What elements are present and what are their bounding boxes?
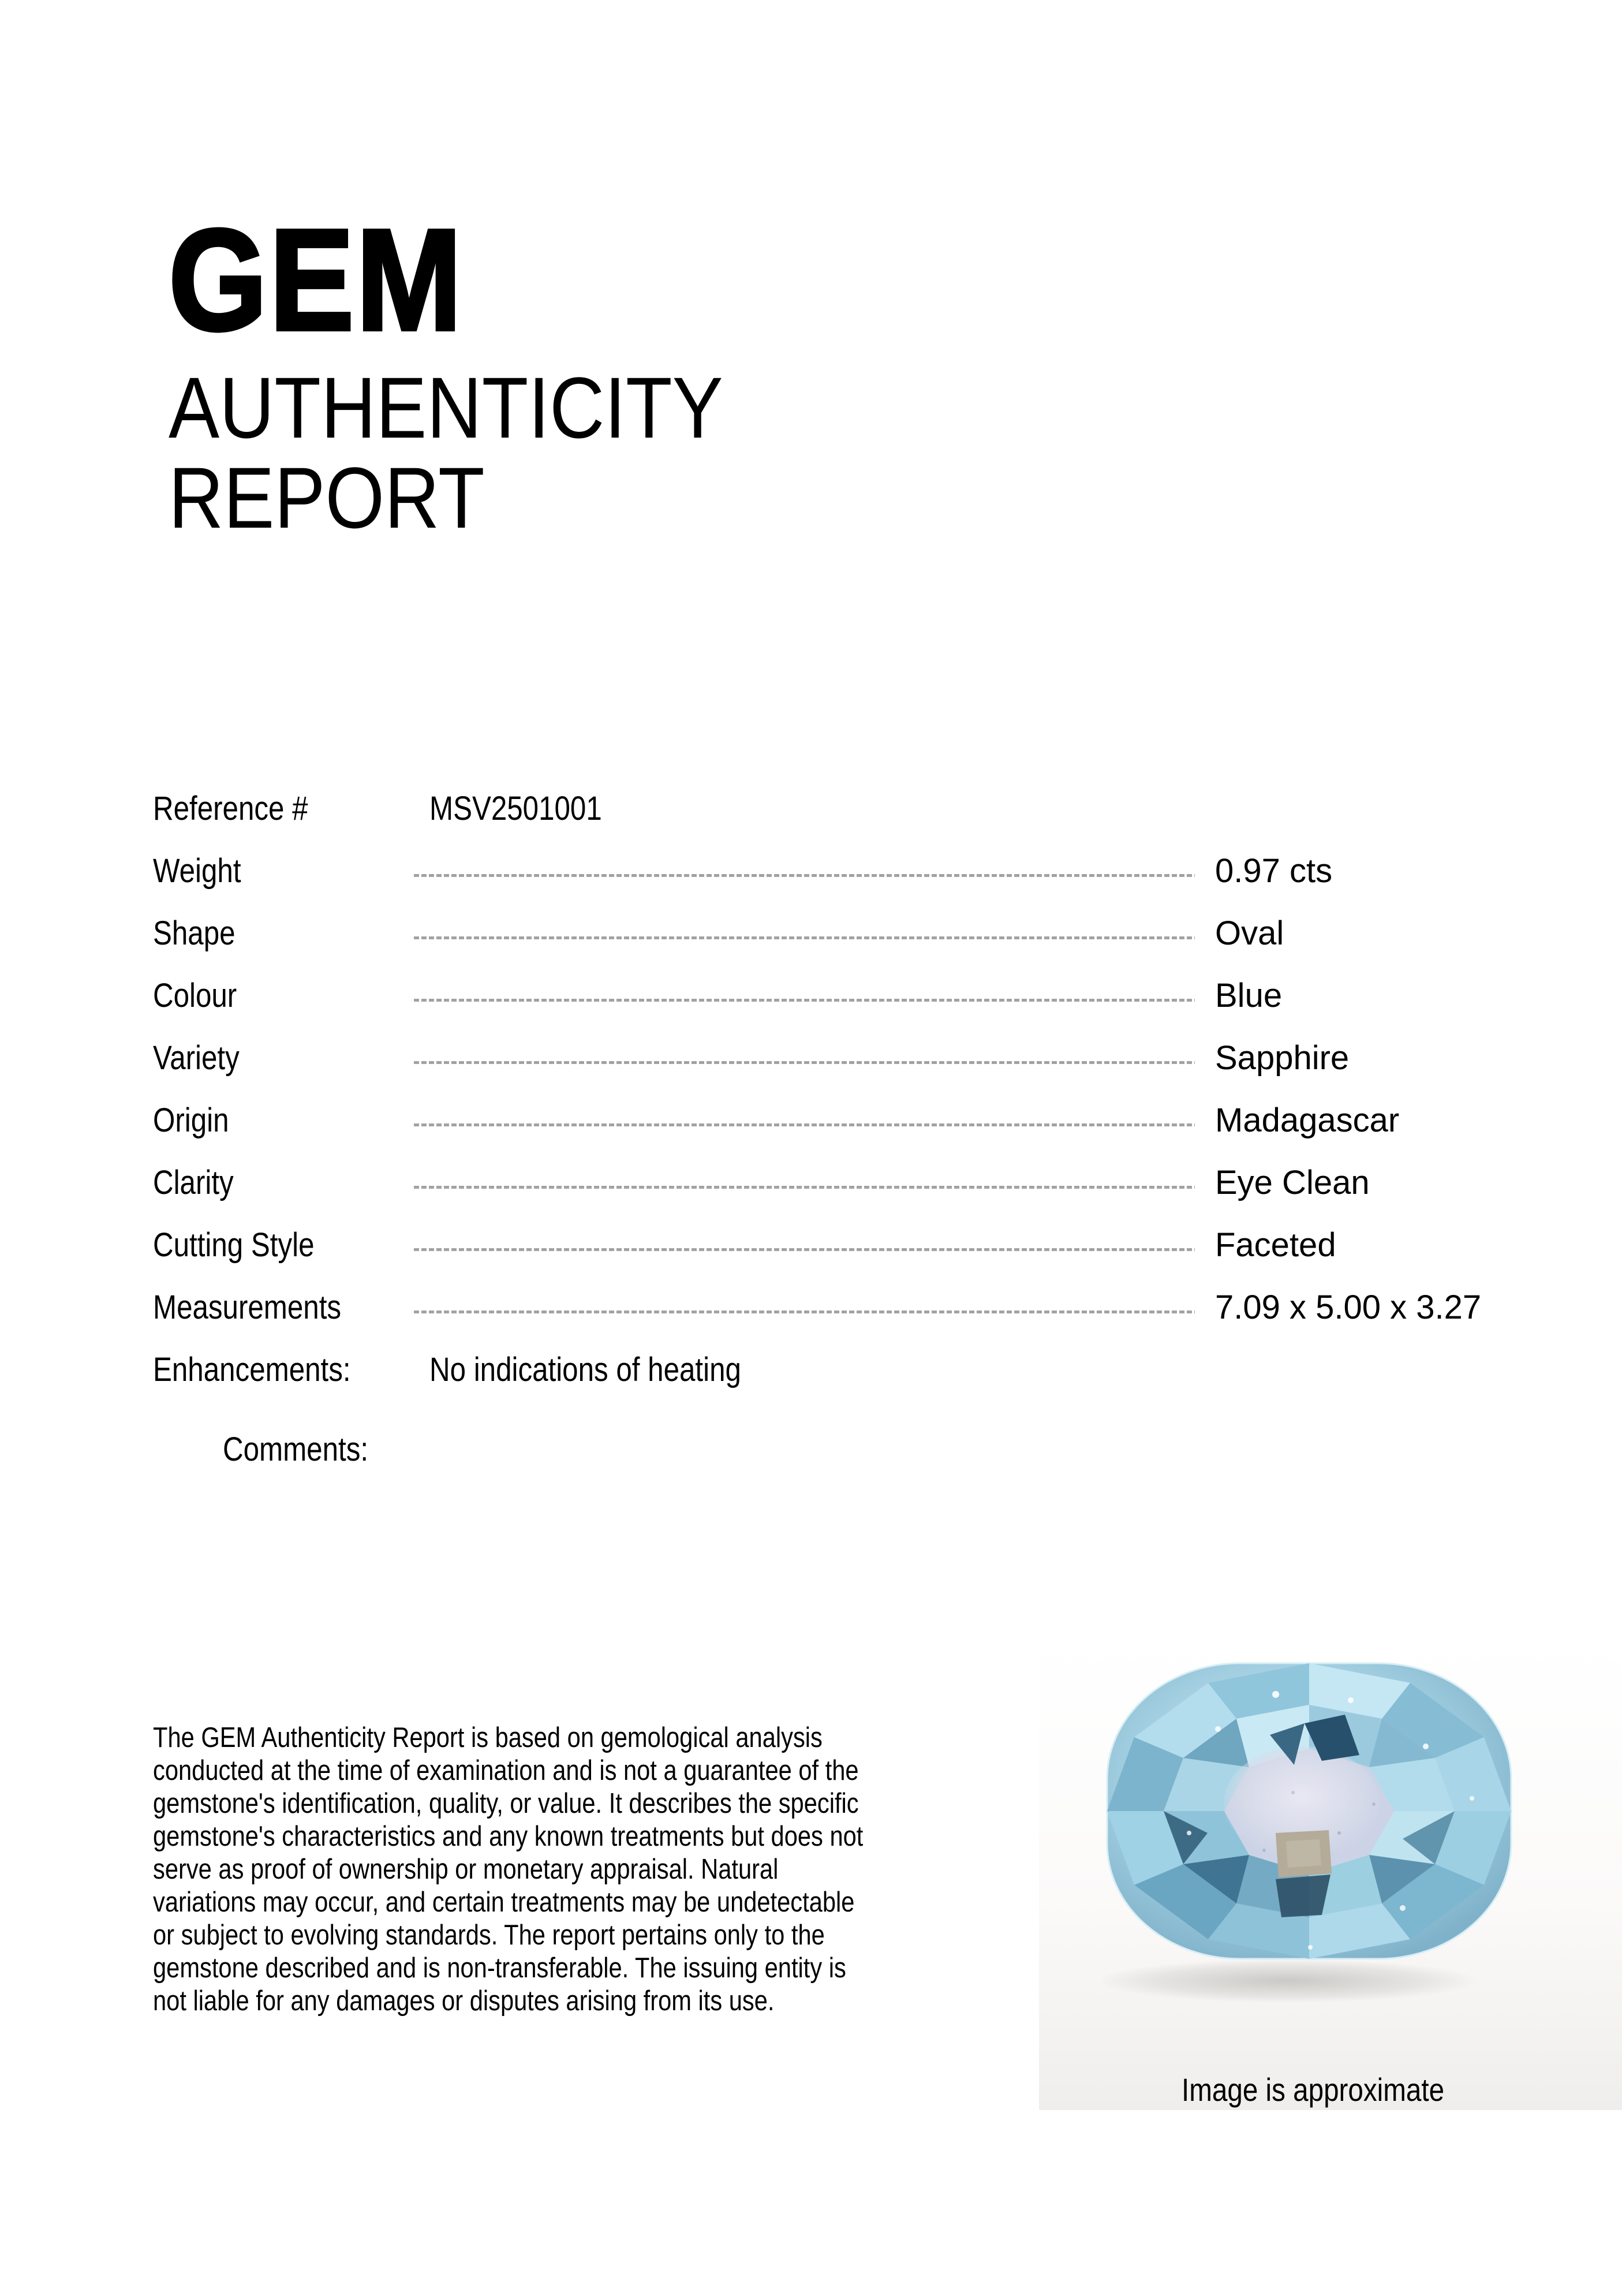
field-value: No indications of heating bbox=[429, 1351, 741, 1388]
field-row-variety bbox=[153, 1038, 1527, 1078]
report-subtitle-line1: AUTHENTICITY bbox=[169, 359, 723, 456]
field-value: 7.09 x 5.00 x 3.27 bbox=[1215, 1289, 1482, 1326]
field-row-weight bbox=[153, 851, 1527, 891]
dotted-leader bbox=[414, 1311, 1195, 1313]
field-label: Measurements bbox=[153, 1289, 342, 1326]
field-row-comments bbox=[153, 1429, 1527, 1470]
gemstone-photo-area bbox=[1039, 1642, 1622, 2110]
field-value: Eye Clean bbox=[1215, 1164, 1370, 1201]
field-label: Clarity bbox=[153, 1164, 234, 1201]
field-label: Comments: bbox=[223, 1431, 369, 1468]
report-title: GEM bbox=[169, 199, 464, 360]
field-label: Variety bbox=[153, 1039, 240, 1077]
field-value: Madagascar bbox=[1215, 1102, 1400, 1139]
dotted-leader bbox=[414, 1186, 1195, 1189]
field-row-measurements bbox=[153, 1287, 1527, 1328]
gemstone-photo bbox=[1102, 1660, 1518, 2006]
field-value: Blue bbox=[1215, 977, 1283, 1014]
dotted-leader bbox=[414, 874, 1195, 877]
field-value: Oval bbox=[1215, 914, 1284, 952]
field-value: 0.97 cts bbox=[1215, 852, 1333, 890]
field-label: Enhancements: bbox=[153, 1351, 351, 1388]
field-row-shape bbox=[153, 913, 1527, 954]
photo-caption: Image is approximate bbox=[1182, 2071, 1445, 2108]
field-label: Cutting Style bbox=[153, 1226, 315, 1264]
field-row-colour bbox=[153, 976, 1527, 1016]
field-label: Weight bbox=[153, 852, 241, 890]
field-label: Colour bbox=[153, 977, 237, 1014]
field-value: MSV2501001 bbox=[429, 790, 602, 827]
dotted-leader bbox=[414, 1061, 1195, 1064]
field-row-reference bbox=[153, 789, 1527, 829]
gem-shadow bbox=[1102, 1959, 1478, 2003]
field-label: Reference # bbox=[153, 790, 308, 827]
field-row-origin bbox=[153, 1100, 1527, 1141]
disclaimer-text: The GEM Authenticity Report is based on gemological analysis conducted at the time of examination and is not a guarantee of the gemstone's identification, quality, or value. It describes the specific gemstone's characteristics and any known treatments but does not serve as proof of ownership or monetary appraisal. Natural variations may occur, and certain treatments may be undetectable or subject to evolving standards. The report pertains only to the gemstone described and is non-transferable. The issuing entity is not liable for any damages or disputes arising from its use. bbox=[153, 1722, 864, 2017]
field-label: Shape bbox=[153, 914, 236, 952]
dotted-leader bbox=[414, 936, 1195, 939]
report-subtitle-line2: REPORT bbox=[169, 449, 485, 546]
dotted-leader bbox=[414, 1123, 1195, 1126]
dotted-leader bbox=[414, 1248, 1195, 1251]
dotted-leader bbox=[414, 999, 1195, 1002]
field-row-clarity bbox=[153, 1163, 1527, 1203]
field-label: Origin bbox=[153, 1102, 229, 1139]
field-value: Sapphire bbox=[1215, 1039, 1350, 1077]
field-value: Faceted bbox=[1215, 1226, 1336, 1264]
report-subtitle bbox=[169, 359, 723, 546]
field-row-enhancements bbox=[153, 1350, 1527, 1390]
field-row-cutting-style bbox=[153, 1225, 1527, 1265]
